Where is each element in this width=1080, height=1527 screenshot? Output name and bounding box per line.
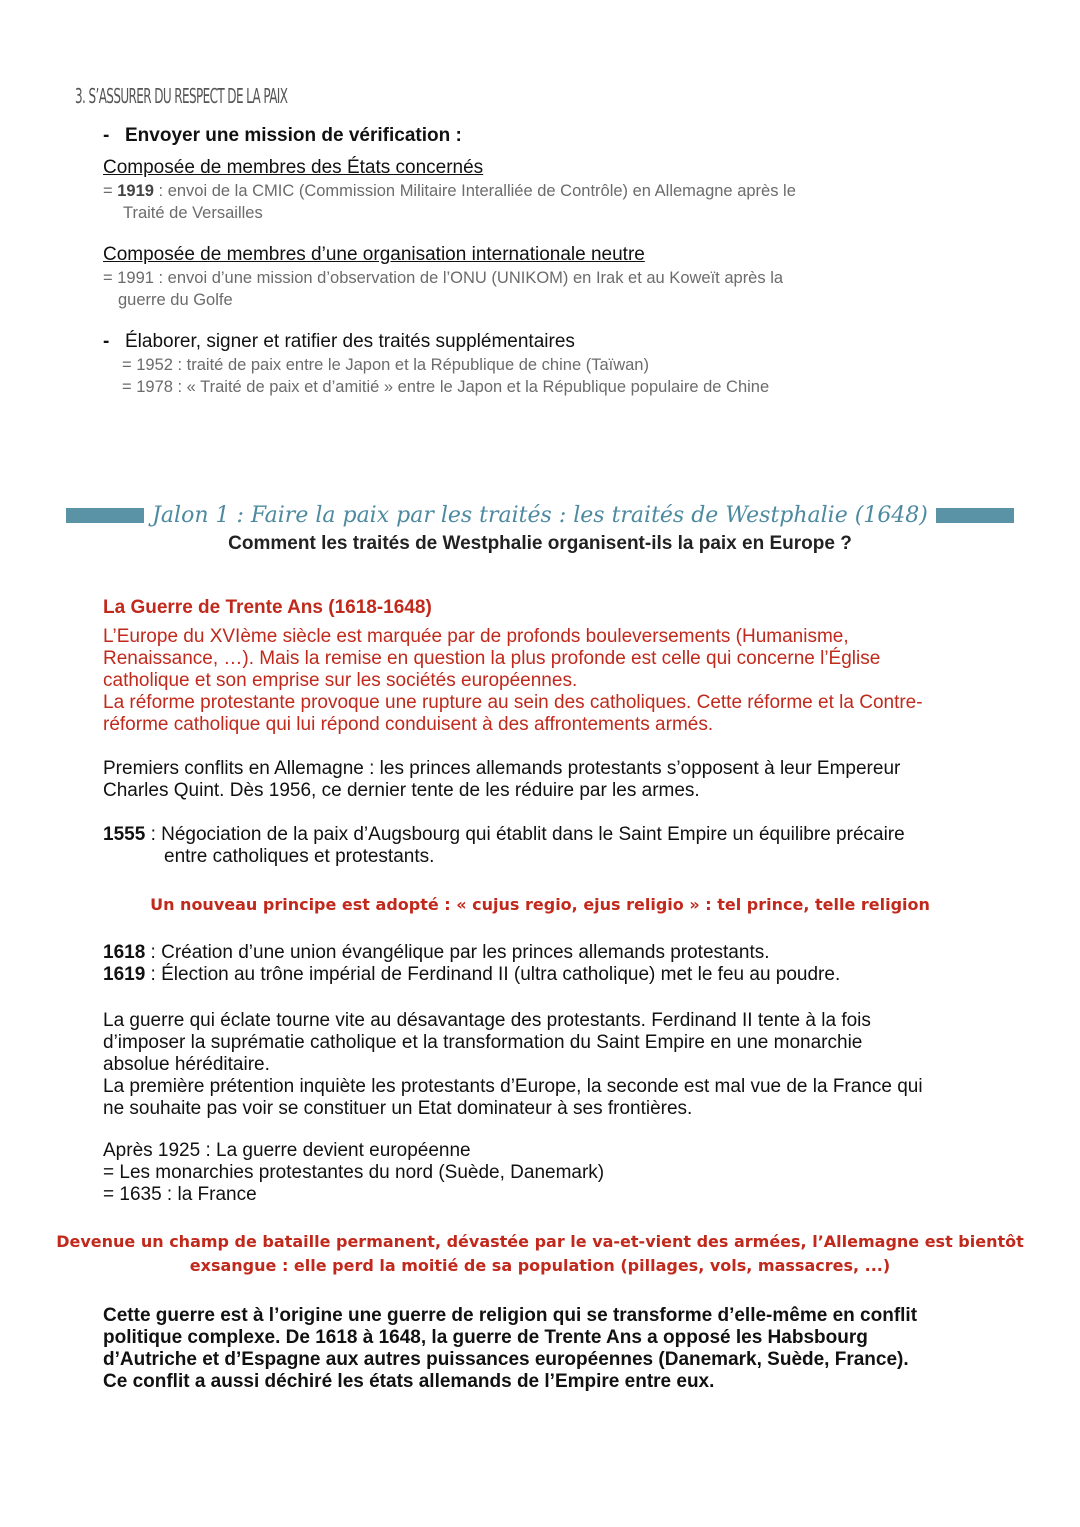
line: La réforme protestante provoque une rupture au sein des catholiques. Cette réforme et la Contre- xyxy=(103,692,923,713)
line: exsangue : elle perd la moitié de sa population (pillages, vols, massacres, ...) xyxy=(189,1256,891,1275)
separator: : xyxy=(150,824,156,845)
line: absolue héréditaire. xyxy=(103,1054,270,1075)
example-1978: = 1978 : « Traité de paix et d’amitié » entre le Japon et la République populaire de Chine xyxy=(122,378,770,396)
year: 1618 xyxy=(103,942,146,963)
jalon-banner xyxy=(66,498,1014,532)
line: politique complexe. De 1618 à 1648, la guerre de Trente Ans a opposé les Habsbourg xyxy=(103,1327,868,1348)
line: = Les monarchies protestantes du nord (Suède, Danemark) xyxy=(103,1162,605,1183)
text: : Création d’une union évangélique par les princes allemands protestants. xyxy=(145,942,770,963)
subheading-states: Composée de membres des États concernés xyxy=(103,157,484,178)
treaty-examples xyxy=(122,354,769,398)
text: : envoi de la CMIC (Commission Militaire Interalliée de Contrôle) en Allemagne après le xyxy=(153,182,796,200)
devastation-highlight xyxy=(0,1230,1080,1278)
line: d’imposer la suprématie catholique et la transformation du Saint Empire en une monarchie xyxy=(103,1032,863,1053)
banner-bar-left xyxy=(66,508,144,523)
date-entry-1555 xyxy=(103,824,905,868)
principle-highlight: Un nouveau principe est adopté : « cujus regio, ejus religio » : tel prince, telle religion xyxy=(150,895,930,914)
bullet-dash: - xyxy=(103,125,110,146)
conclusion-paragraph xyxy=(103,1305,917,1393)
line: entre catholiques et protestants. xyxy=(164,846,435,867)
text-cont: Traité de Versailles xyxy=(123,204,263,222)
bullet-text: Élaborer, signer et ratifier des traités supplémentaires xyxy=(125,331,575,352)
text: : Élection au trône impérial de Ferdinand II (ultra catholique) met le feu au poudre. xyxy=(145,964,841,985)
text-cont: guerre du Golfe xyxy=(118,291,233,309)
prefix: = xyxy=(103,182,118,200)
line: catholique et son emprise sur les sociétés européennes. xyxy=(103,670,578,691)
jalon-question: Comment les traités de Westphalie organisent-ils la paix en Europe ? xyxy=(228,533,852,554)
year: 1919 xyxy=(117,182,154,200)
line: Renaissance, …). Mais la remise en question la plus profonde est celle qui concerne l’Église xyxy=(103,648,881,669)
banner-bar-right xyxy=(936,508,1014,523)
bullet-item-verification xyxy=(103,125,462,147)
conflicts-paragraph xyxy=(103,758,900,802)
jalon-title: Jalon 1 : Faire la paix par les traités : les traités de Westphalie (1648) xyxy=(152,502,928,528)
line: La guerre qui éclate tourne vite au désavantage des protestants. Ferdinand II tente à la fois xyxy=(103,1010,871,1031)
example-1952: = 1952 : traité de paix entre le Japon et la République de chine (Taïwan) xyxy=(122,356,649,374)
text: = 1991 : envoi d’une mission d’observation de l’ONU (UNIKOM) en Irak et au Koweït après la xyxy=(103,269,784,287)
example-1991 xyxy=(103,267,783,311)
line: Après 1925 : La guerre devient européenne xyxy=(103,1140,471,1161)
section-heading: 3. S’ASSURER DU RESPECT DE LA PAIX xyxy=(75,84,288,108)
line: Premiers conflits en Allemagne : les princes allemands protestants s’opposent à leur Empereur xyxy=(103,758,901,779)
line: La première prétention inquiète les protestants d’Europe, la seconde est mal vue de la France qui xyxy=(103,1076,923,1097)
line: Cette guerre est à l’origine une guerre de religion qui se transforme d’elle-même en conflit xyxy=(103,1305,918,1326)
year: 1555 xyxy=(103,824,146,845)
example-1919 xyxy=(103,180,796,224)
line: d’Autriche et d’Espagne aux autres puissances européennes (Danemark, Suède, France). xyxy=(103,1349,909,1370)
line: L’Europe du XVIème siècle est marquée par de profonds bouleversements (Humanisme, xyxy=(103,626,849,647)
line: ne souhaite pas voir se constituer un Etat dominateur à ses frontières. xyxy=(103,1098,693,1119)
war-paragraph xyxy=(103,1010,923,1120)
bullet-item-treaties xyxy=(103,331,575,353)
subheading-neutral-org: Composée de membres d’une organisation internationale neutre xyxy=(103,244,645,265)
date-entries-1618-1619 xyxy=(103,942,840,986)
after-1925-list xyxy=(103,1140,604,1206)
bullet-text: Envoyer une mission de vérification : xyxy=(125,125,462,146)
year: 1619 xyxy=(103,964,146,985)
line: réforme catholique qui lui répond conduisent à des affrontements armés. xyxy=(103,714,714,735)
line: Négociation de la paix d’Augsbourg qui établit dans le Saint Empire un équilibre précaire xyxy=(161,824,905,845)
line: Devenue un champ de bataille permanent, dévastée par le va-et-vient des armées, l’Allemagne est bientôt xyxy=(56,1232,1024,1251)
line: Ce conflit a aussi déchiré les états allemands de l’Empire entre eux. xyxy=(103,1371,715,1392)
bullet-dash: - xyxy=(103,331,110,352)
line: Charles Quint. Dès 1956, ce dernier tente de les réduire par les armes. xyxy=(103,780,700,801)
war-title: La Guerre de Trente Ans (1618-1648) xyxy=(103,597,432,618)
line: = 1635 : la France xyxy=(103,1184,257,1205)
intro-paragraph xyxy=(103,626,923,736)
